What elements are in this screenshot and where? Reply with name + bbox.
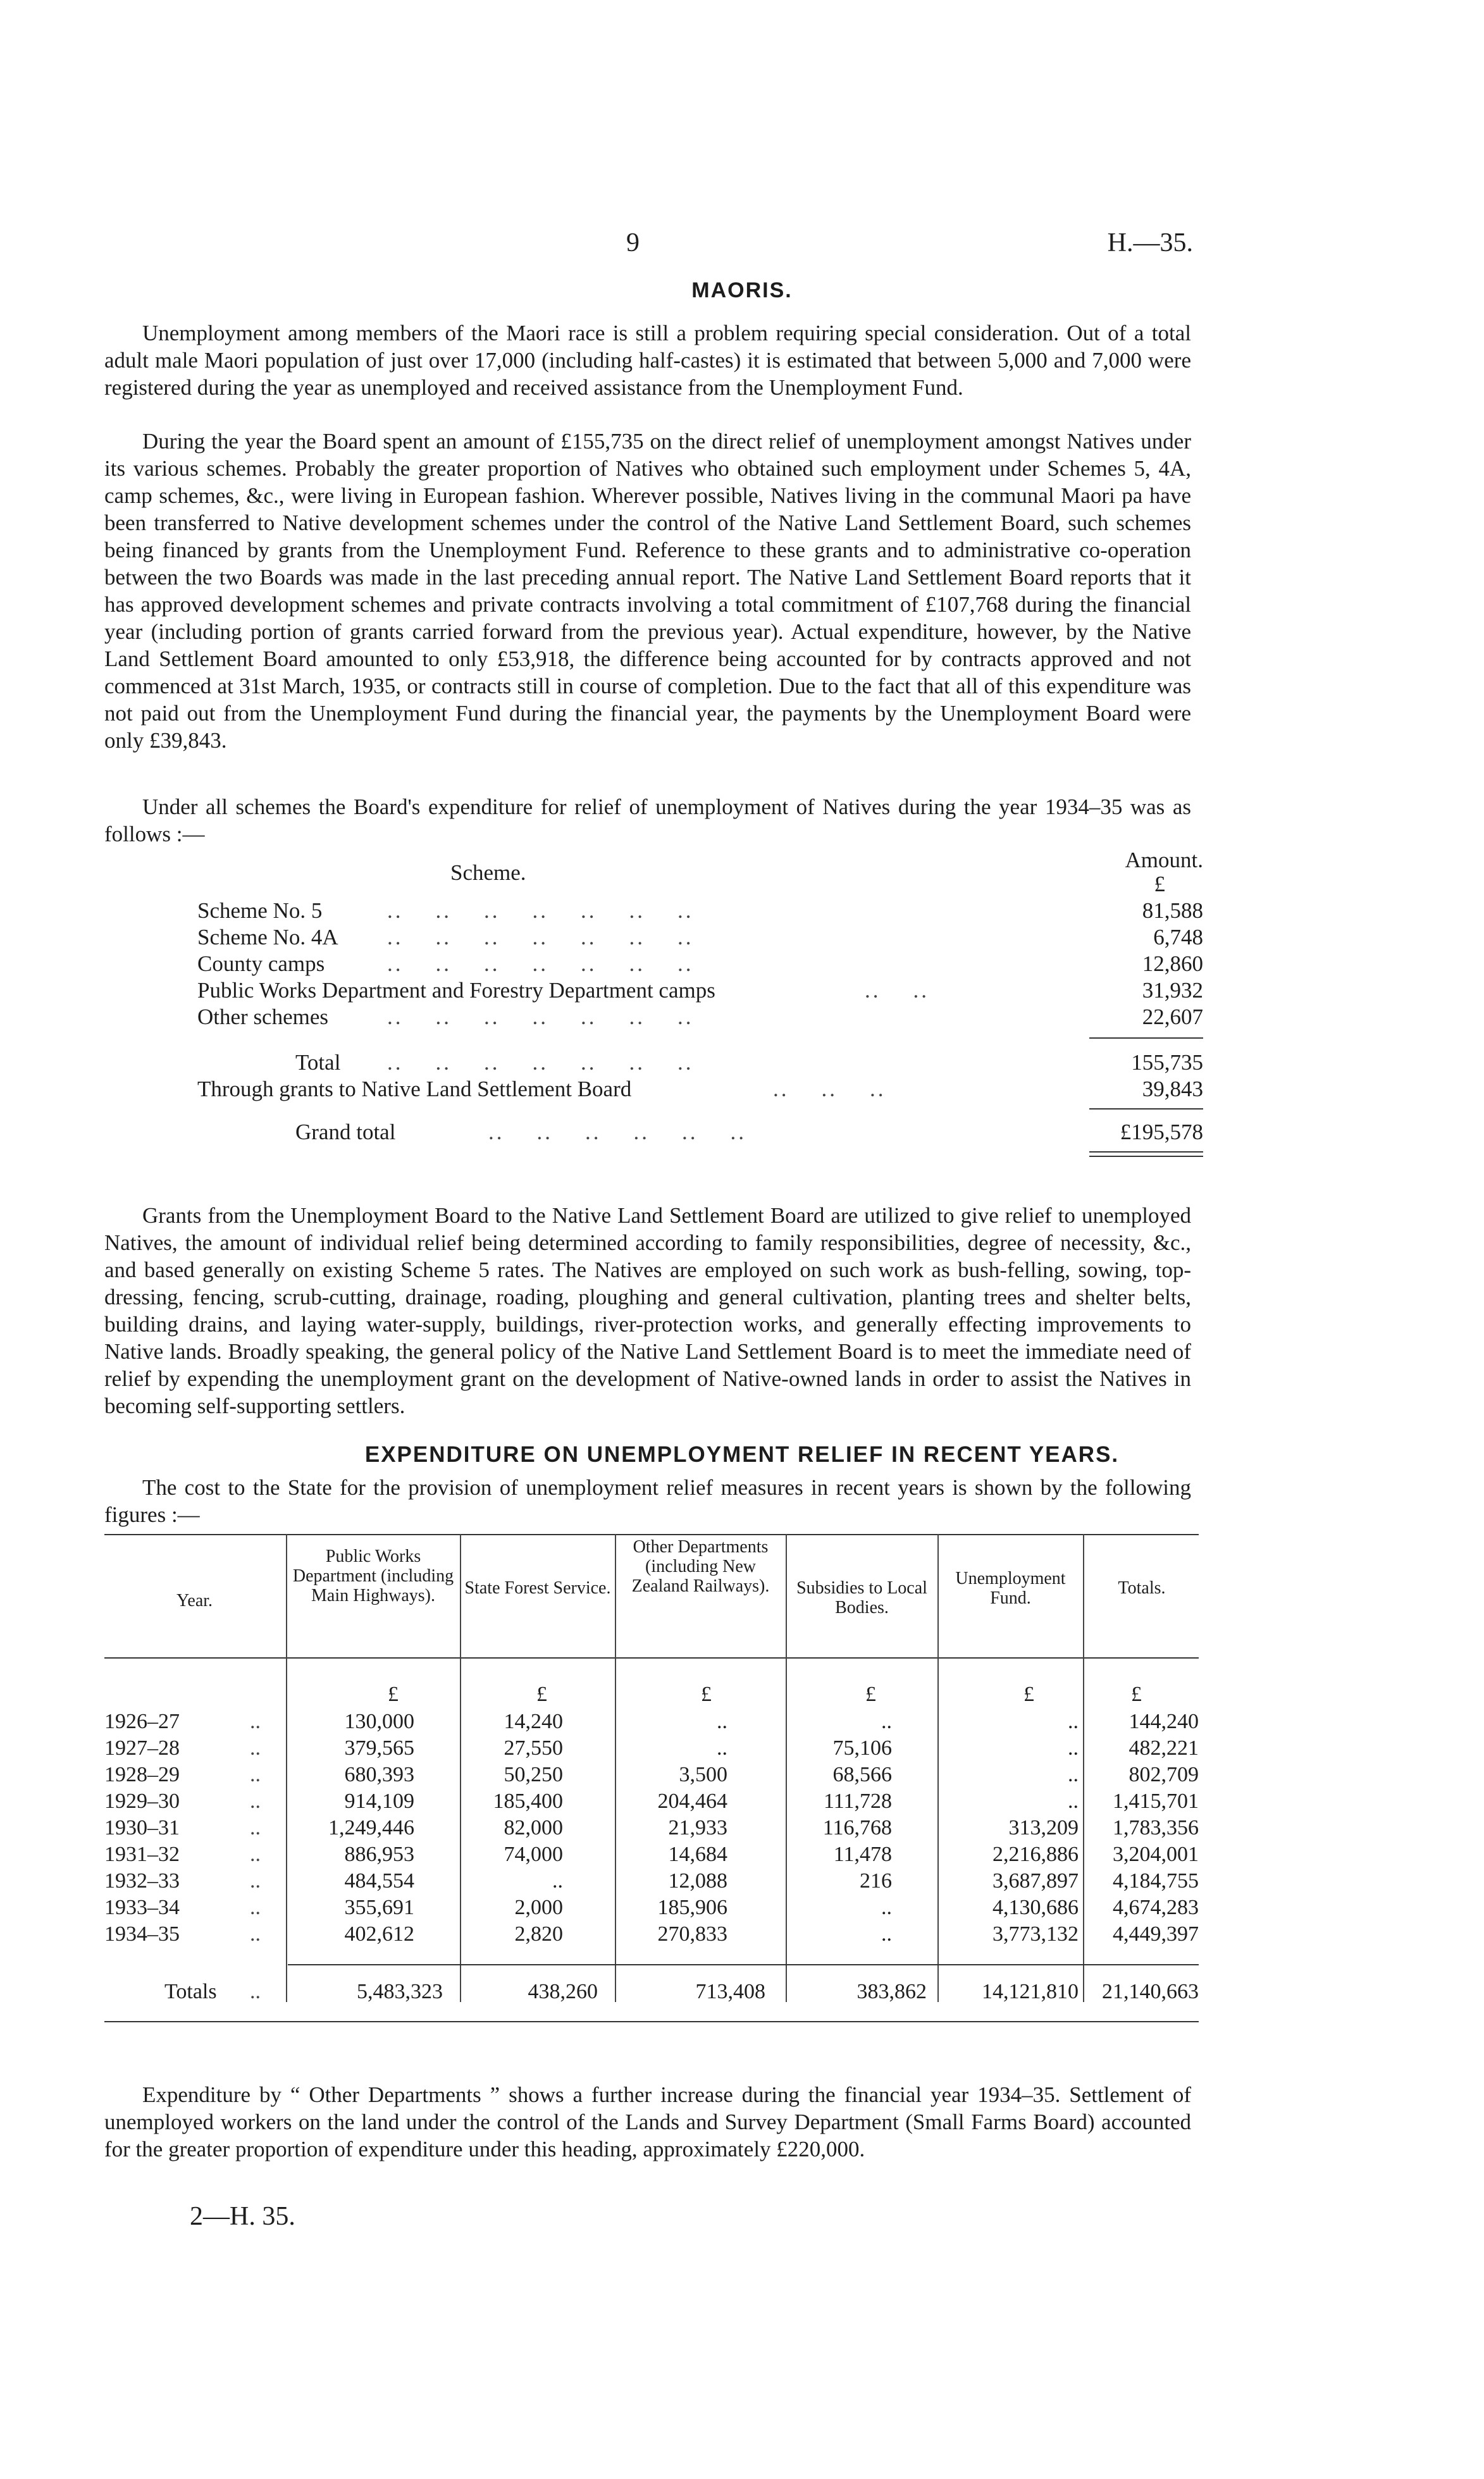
scheme-amount: 22,607 — [1142, 1005, 1203, 1029]
table-cell-pwd: 402,612 — [344, 1922, 414, 1946]
column-divider — [1083, 1534, 1084, 2002]
total-label: Total — [295, 1050, 341, 1075]
leader-dots: .. .. .. .. .. .. .. — [387, 925, 694, 949]
table-cell-total: 1,783,356 — [1113, 1816, 1199, 1839]
leader-dots: .. — [250, 1736, 261, 1760]
table-cell-fund: .. — [1068, 1710, 1079, 1733]
grand-total-label: Grand total — [295, 1120, 396, 1144]
grants-row — [197, 1077, 1203, 1104]
scheme-amount: 6,748 — [1153, 925, 1203, 949]
table-cell-total: 802,709 — [1128, 1763, 1199, 1786]
table-cell-sub: 68,566 — [832, 1763, 892, 1786]
table-cell-total: 1,415,701 — [1113, 1790, 1199, 1813]
table-cell-fund: 3,687,897 — [992, 1869, 1079, 1893]
table-cell-sfs: 27,550 — [504, 1736, 563, 1760]
scheme-label: Scheme No. 5 — [197, 898, 323, 923]
table-cell-sfs: 74,000 — [504, 1843, 563, 1866]
column-header-amount: Amount. — [1125, 848, 1203, 872]
table-cell-other: .. — [717, 1710, 727, 1733]
column-divider — [286, 1534, 287, 2002]
leader-dots: .. .. .. .. .. .. — [488, 1120, 746, 1144]
leader-dots: .. .. .. .. .. .. .. — [387, 951, 694, 976]
leader-dots: .. — [250, 1710, 261, 1733]
table-cell-pwd: 379,565 — [344, 1736, 414, 1760]
unit-fund: £ — [1023, 1683, 1034, 1706]
table-cell-pwd: 886,953 — [344, 1843, 414, 1866]
year-cell: 1932–33 — [104, 1869, 180, 1893]
table-cell-other: 204,464 — [657, 1790, 727, 1813]
section-title-expenditure: EXPENDITURE ON UNEMPLOYMENT RELIEF IN RECENT YEARS. — [364, 1442, 1120, 1467]
table-cell-sfs: 2,000 — [514, 1896, 563, 1919]
table-cell-fund: .. — [1068, 1790, 1079, 1813]
table-cell-fund: .. — [1068, 1736, 1079, 1760]
paragraph: Unemployment among members of the Maori race is still a problem requiring special consideration. Out of a total adult male Maori population of just over 17,000 (including half-castes) it is estimated that between 5,000 and 7,000 were registered during the year as unemployed and received assistance from the Unemployment Fund. — [104, 321, 1191, 400]
paragraph: Expenditure by “ Other Departments ” shows a further increase during the financial year 1934–35. Settlement of unemployed workers on the land under the control of the Lands and Survey Department (Small Farms Board) accounted for the greater proportion of expenditure under this heading, approximately £220,000. — [104, 2082, 1191, 2161]
leader-dots: .. — [250, 1843, 261, 1866]
table-cell-total: 3,204,001 — [1113, 1843, 1199, 1866]
table-cell-fund: 313,209 — [1008, 1816, 1079, 1839]
table-cell-total: 144,240 — [1128, 1710, 1199, 1733]
unit-total: £ — [1131, 1683, 1142, 1706]
table-cell-total: 4,449,397 — [1113, 1922, 1199, 1946]
table-cell-other: 12,088 — [668, 1869, 727, 1893]
scheme-label: Scheme No. 4A — [197, 925, 338, 949]
grand-total-row — [197, 1120, 1203, 1147]
totals-label: Totals — [164, 1980, 217, 2003]
table-cell-total: 482,221 — [1128, 1736, 1199, 1760]
paragraph: During the year the Board spent an amount of £155,735 on the direct relief of unemployment amongst Natives under its various schemes. Probably the greater proportion of Natives who obtained such employment under Schemes 5, 4A, camp schemes, &c., were living in European fashion. Wherever possible, Natives living in the communal Maori pa have been transferred to Native development schemes under the control of the Native Land Settlement Board, such schemes being financed by grants from the Unemployment Fund. Reference to these grants and to administrative co-operation between the two Boards was made in the last preceding annual report. The Native Land Settlement Board reports that it has approved development schemes and private contracts involving a total commitment of £107,768 during the financial year (including portion of grants carried forward from the previous year). Actual expenditure, however, by the Native Land Settlement Board amounted to only £53,918, the difference being accounted for by contracts approved and not commenced at 31st March, 1935, or contracts still in course of completion. Due to the fact that all of this expenditure was not paid out from the Unemployment Fund during the financial year, the payments by the Unemployment Board were only £39,843. — [104, 429, 1191, 753]
currency-unit: £ — [1154, 872, 1165, 896]
grand-total-amount: £195,578 — [1120, 1120, 1203, 1144]
table-cell-sub: 75,106 — [832, 1736, 892, 1760]
scheme-amount: 12,860 — [1142, 951, 1203, 976]
column-header-unemployment-fund: Unemployment Fund. — [955, 1569, 1066, 1608]
paragraph: Grants from the Unemployment Board to the Native Land Settlement Board are utilized to give relief to unemployed Natives, the amount of individual relief being determined according to family responsibilities, degree of necessity, &c., and based generally on existing Scheme 5 rates. The Natives are employed on such work as bush-felling, sowing, top-dressing, fencing, scrub-cutting, drainage, roading, ploughing and general cultivation, planting trees and shelter belts, building drains, and laying water-supply, buildings, river-protection works, and generally effecting improvements to Native lands. Broadly speaking, the general policy of the Native Land Settlement Board is to meet the immediate need of relief by expending the unemployment grant on the development of Native-owned lands in order to assist the Natives in becoming self-supporting settlers. — [104, 1203, 1191, 1418]
year-cell: 1928–29 — [104, 1763, 180, 1786]
double-rule-top — [1089, 1151, 1203, 1153]
scheme-row — [197, 898, 1203, 926]
page-number: 9 — [626, 228, 640, 257]
leader-dots: .. .. — [865, 978, 929, 1003]
table-cell-sub: 111,728 — [824, 1790, 892, 1813]
leader-dots: .. — [250, 1980, 261, 2003]
grants-label: Through grants to Native Land Settlement Board — [197, 1077, 632, 1101]
year-cell: 1929–30 — [104, 1790, 180, 1813]
table-cell-pwd: 130,000 — [344, 1710, 414, 1733]
table-cell-other: 270,833 — [657, 1922, 727, 1946]
double-rule-bottom — [1089, 1156, 1203, 1157]
grants-amount: 39,843 — [1142, 1077, 1203, 1101]
scheme-label: Public Works Department and Forestry Department camps — [197, 978, 715, 1003]
table-cell-sub: 216 — [860, 1869, 892, 1893]
totals-pwd: 5,483,323 — [357, 1980, 443, 2003]
table-cell-other: 14,684 — [668, 1843, 727, 1866]
leader-dots: .. — [250, 1869, 261, 1893]
table-cell-total: 4,674,283 — [1113, 1896, 1199, 1919]
totals-sub: 383,862 — [856, 1980, 927, 2003]
scheme-total-row — [197, 1050, 1203, 1078]
column-divider — [615, 1534, 616, 2002]
expenditure-table — [104, 1534, 1199, 2046]
column-divider — [937, 1534, 939, 2002]
leader-dots: .. — [250, 1896, 261, 1919]
scheme-row — [197, 951, 1203, 979]
grand-total-rule — [1089, 1108, 1203, 1110]
year-cell: 1931–32 — [104, 1843, 180, 1866]
leader-dots: .. — [250, 1790, 261, 1813]
leader-dots: .. — [250, 1922, 261, 1946]
leader-dots: .. — [250, 1816, 261, 1839]
column-header-year: Year. — [176, 1591, 213, 1610]
paragraph: Under all schemes the Board's expenditure for relief of unemployment of Natives during the year 1934–35 was as follows :— — [104, 794, 1191, 846]
scheme-label: Other schemes — [197, 1005, 329, 1029]
table-cell-pwd: 680,393 — [344, 1763, 414, 1786]
table-cell-fund: 2,216,886 — [992, 1843, 1079, 1866]
scheme-expenditure-table — [197, 848, 1203, 1177]
scheme-row — [197, 1005, 1203, 1032]
section-title-maoris: MAORIS. — [691, 278, 793, 302]
table-cell-sfs: 14,240 — [504, 1710, 563, 1733]
scheme-amount: 81,588 — [1142, 898, 1203, 923]
year-cell: 1927–28 — [104, 1736, 180, 1760]
table-cell-fund: .. — [1068, 1763, 1079, 1786]
table-cell-pwd: 484,554 — [344, 1869, 414, 1893]
column-divider — [786, 1534, 787, 2002]
table-cell-sfs: 50,250 — [504, 1763, 563, 1786]
table-cell-other: .. — [717, 1736, 727, 1760]
table-cell-sfs: 2,820 — [514, 1922, 563, 1946]
leader-dots: .. .. .. .. .. .. .. — [387, 898, 694, 923]
table-cell-other: 21,933 — [668, 1816, 727, 1839]
column-header-other-departments: Other Departments (including New Zealand Railways). — [631, 1537, 770, 1596]
table-cell-sfs: .. — [552, 1869, 563, 1893]
subtotal-rule — [1089, 1037, 1203, 1039]
scheme-row — [197, 925, 1203, 953]
unit-sub: £ — [865, 1683, 876, 1706]
table-top-rule — [104, 1534, 1199, 1535]
scheme-row — [197, 978, 1203, 1006]
year-cell: 1930–31 — [104, 1816, 180, 1839]
table-cell-sub: .. — [881, 1922, 892, 1946]
scheme-label: County camps — [197, 951, 325, 976]
table-cell-sfs: 185,400 — [493, 1790, 563, 1813]
column-header-totals: Totals. — [1118, 1578, 1166, 1598]
totals-sfs: 438,260 — [528, 1980, 598, 2003]
column-header-state-forest: State Forest Service. — [464, 1578, 611, 1598]
footer-signature: 2—H. 35. — [190, 2202, 295, 2231]
table-cell-sfs: 82,000 — [504, 1816, 563, 1839]
table-cell-sub: 116,768 — [822, 1816, 892, 1839]
table-cell-sub: .. — [881, 1896, 892, 1919]
header-rule — [104, 1657, 1199, 1659]
totals-fund: 14,121,810 — [982, 1980, 1079, 2003]
table-bottom-rule — [104, 2021, 1199, 2022]
column-header-subsidies: Subsidies to Local Bodies. — [796, 1578, 927, 1617]
total-amount: 155,735 — [1131, 1050, 1203, 1075]
year-cell: 1926–27 — [104, 1710, 180, 1733]
table-cell-total: 4,184,755 — [1113, 1869, 1199, 1893]
table-cell-fund: 3,773,132 — [992, 1922, 1079, 1946]
leader-dots: .. .. .. — [773, 1077, 886, 1101]
table-cell-pwd: 914,109 — [344, 1790, 414, 1813]
table-cell-pwd: 1,249,446 — [328, 1816, 414, 1839]
totals-other: 713,408 — [695, 1980, 765, 2003]
leader-dots: .. .. .. .. .. .. .. — [387, 1005, 694, 1029]
unit-other: £ — [701, 1683, 712, 1706]
document-reference: H.—35. — [1107, 228, 1193, 257]
column-header-public-works: Public Works Department (including Main Highways). — [292, 1547, 454, 1605]
totals-rule — [288, 1964, 1199, 1965]
column-divider — [460, 1534, 461, 2002]
leader-dots: .. — [250, 1763, 261, 1786]
unit-pwd: £ — [388, 1683, 399, 1706]
table-cell-other: 3,500 — [679, 1763, 727, 1786]
table-cell-sub: .. — [881, 1710, 892, 1733]
table-cell-sub: 11,478 — [833, 1843, 892, 1866]
paragraph: The cost to the State for the provision of unemployment relief measures in recent years is shown by the following figures :— — [104, 1475, 1191, 1527]
year-cell: 1933–34 — [104, 1896, 180, 1919]
column-header-scheme: Scheme. — [450, 860, 526, 885]
table-cell-other: 185,906 — [657, 1896, 727, 1919]
scheme-amount: 31,932 — [1142, 978, 1203, 1003]
leader-dots: .. .. .. .. .. .. .. — [387, 1050, 694, 1075]
table-cell-pwd: 355,691 — [344, 1896, 414, 1919]
table-cell-fund: 4,130,686 — [992, 1896, 1079, 1919]
unit-sfs: £ — [536, 1683, 547, 1706]
totals-grand: 21,140,663 — [1102, 1980, 1199, 2003]
year-cell: 1934–35 — [104, 1922, 180, 1946]
